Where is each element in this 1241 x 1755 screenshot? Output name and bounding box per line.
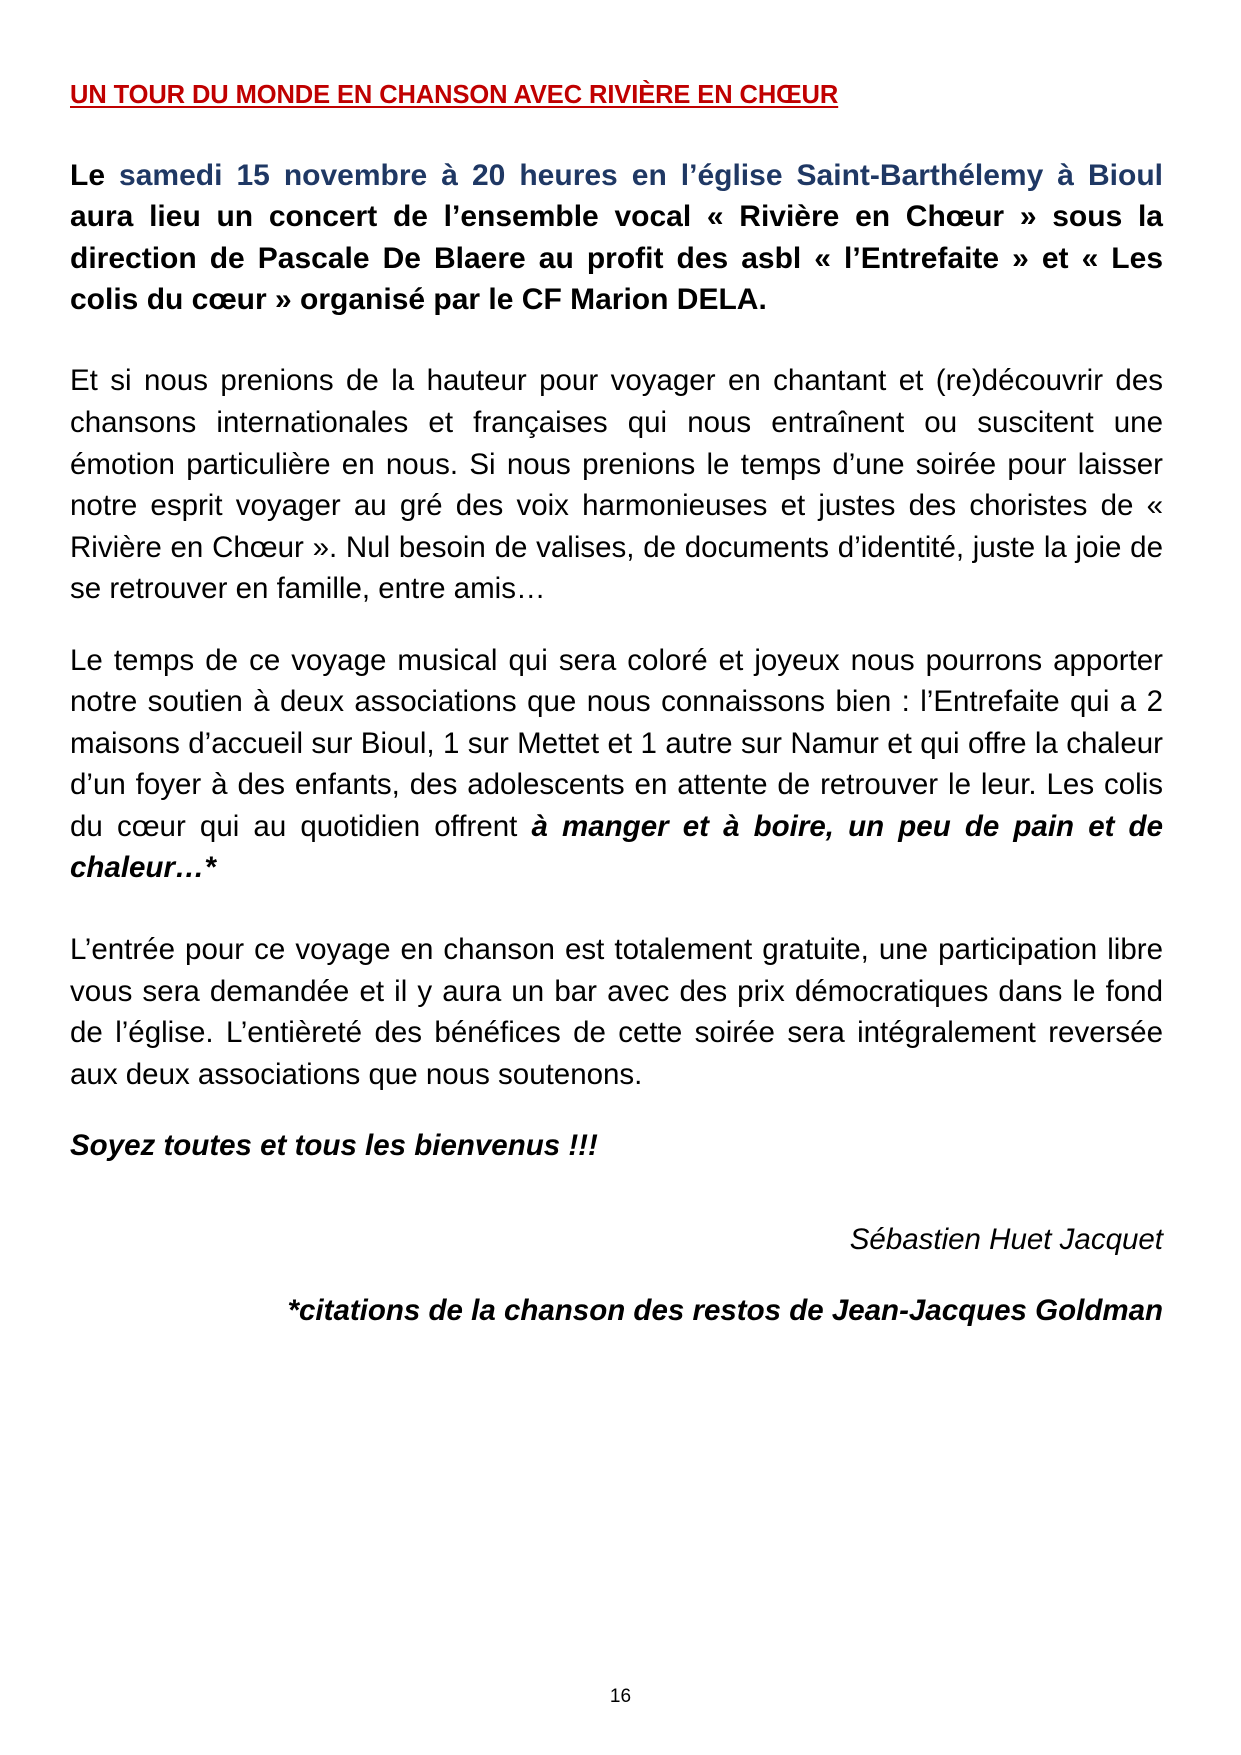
page-title: UN TOUR DU MONDE EN CHANSON AVEC RIVIÈRE EN CHŒUR [70, 81, 839, 109]
lead-paragraph [70, 155, 1163, 321]
welcome-line: Soyez toutes et tous les bienvenus !!! [70, 1128, 598, 1162]
paragraph-2-text: Le temps de ce voyage musical qui sera coloré et joyeux nous pourrons apporter notre soutien à deux associations que nous connaissons bien : l’Entrefaite qui a 2 maisons d’accueil sur Bioul, 1 sur Mettet et 1 autre sur Namur et qui offre la chaleur d’un foyer à des enfants, des adolescents en attente de retrouver le leur. Les colis du cœur qui au quotidien offrent [70, 643, 1163, 843]
paragraph-2 [70, 640, 1163, 890]
quote-emphasis: à manger et à boire, un peu de pain et de chaleur…* [70, 809, 1163, 885]
signature-line: Sébastien Huet Jacquet [849, 1222, 1163, 1256]
page-number: 16 [609, 1686, 632, 1707]
paragraph-3: L’entrée pour ce voyage en chanson est totalement gratuite, une participation libre vous sera demandée et il y aura un bar avec des prix démocratiques dans le fond de l’église. L’entièreté des bénéfices de cette soirée sera intégralement reversée aux deux associations que nous soutenons. [70, 933, 1163, 1091]
paragraph-1: Et si nous prenions de la hauteur pour voyager en chantant et (re)découvrir des chansons internationales et françaises qui nous entraînent ou suscitent une émotion particulière en nous. Si nous prenions le temps d’une soirée pour laisser notre esprit voyager au gré des voix harmonieuses et justes des choristes de « Rivière en Chœur ». Nul besoin de valises, de documents d’identité, juste la joie de se retrouver en famille, entre amis… [70, 364, 1163, 606]
lead-prefix: Le [70, 158, 120, 192]
citation-line: *citations de la chanson des restos de Jean-Jacques Goldman [287, 1293, 1163, 1327]
lead-highlight: samedi 15 novembre à 20 heures en l’église Saint-Barthélemy à Bioul [119, 158, 1163, 192]
lead-rest: aura lieu un concert de l’ensemble vocal « Rivière en Chœur » sous la direction de Pascale De Blaere au profit des asbl « l’Entrefaite » et « Les colis du cœur » organisé par le CF Marion DELA. [70, 200, 1163, 317]
